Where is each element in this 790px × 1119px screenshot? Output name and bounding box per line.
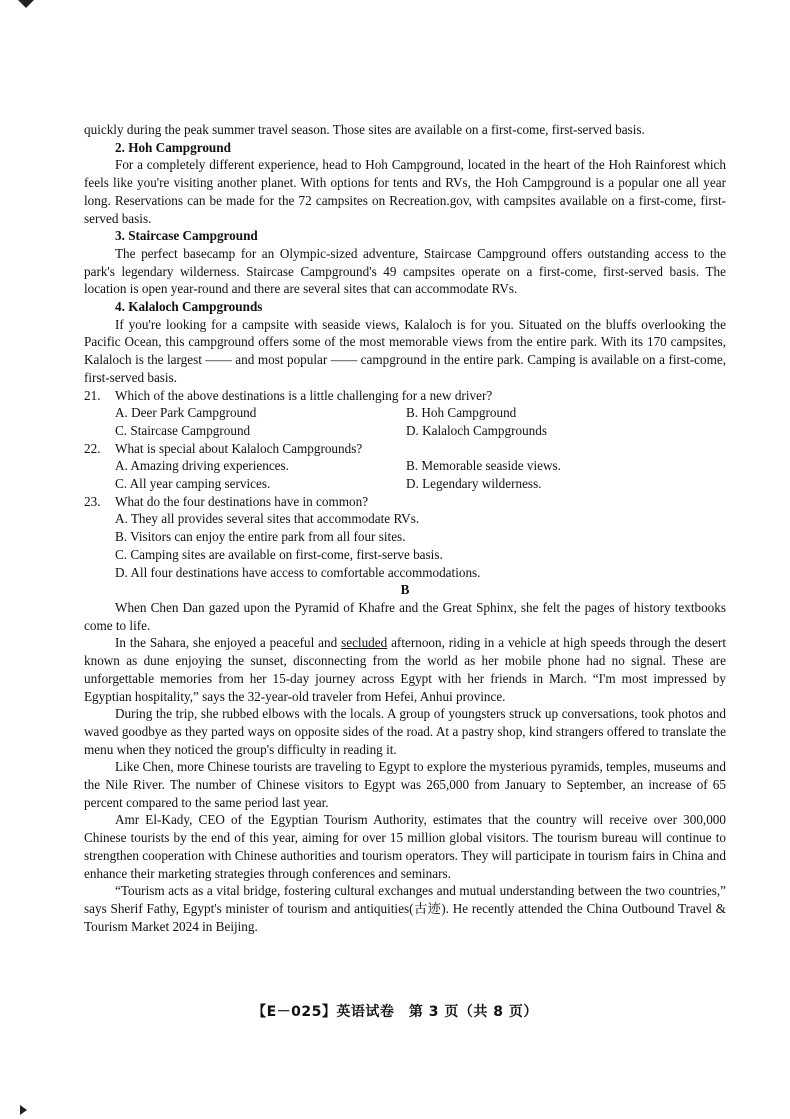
page-content [84, 121, 726, 935]
option-d: D. Kalaloch Campgrounds [406, 422, 548, 438]
option-a: A. Deer Park Campground [115, 405, 257, 421]
page-footer: 【E－025】英语试卷 第 3 页（共 8 页） [252, 1004, 538, 1020]
option-c: C. Camping sites are available on first-come, first-serve basis. [115, 546, 443, 562]
option-d: D. All four destinations have access to comfortable accommodations. [115, 564, 481, 580]
passage-b-paragraph: Like Chen, more Chinese tourists are traveling to Egypt to explore the mysterious pyramids, temples, museums and the Nile River. The number of Chinese visitors to Egypt was 265,000 from January to September, an increase of 65 percent compared to the same period last year. [84, 759, 726, 810]
question-22 [84, 440, 726, 458]
passage-b-paragraph: Amr El-Kady, CEO of the Egyptian Tourism Authority, estimates that the country will receive over 300,000 Chinese tourists by the end of this year, aiming for over 15 million global visitors. The tourism bureau will continue to strengthen cooperation with Chinese authorities and tourism operators. They will participate in tourism fairs in China and enhance their marketing strategies through conferences and seminars. [84, 812, 726, 881]
site-description: For a completely different experience, head to Hoh Campground, located in the heart of the Hoh Rainforest which feels like you're visiting another planet. With options for tents and RVs, the Hoh Campground is a popular one all year long. Reservations can be made for the 72 campsites on Recreation.gov, with campsites available on a first-come, first-served basis. [84, 157, 726, 226]
corner-registration-mark [18, 0, 34, 8]
question-23 [84, 493, 726, 511]
site-description: The perfect basecamp for an Olympic-sized adventure, Staircase Campground offers outstanding access to the park's legendary wilderness. Staircase Campground's 49 campsites operate on a first-come, first-served basis. The location is open year-round and there are several sites that can accommodate RVs. [84, 245, 726, 297]
question-stem: What do the four destinations have in common? [115, 493, 369, 509]
option-b: B. Memorable seaside views. [406, 458, 561, 474]
question-stem: What is special about Kalaloch Campgrounds? [115, 440, 363, 456]
option-a: A. They all provides several sites that accommodate RVs. [115, 511, 420, 527]
passage-b-paragraph: During the trip, she rubbed elbows with the locals. A group of youngsters struck up conversations, took photos and waved goodbye as they parted ways on opposite sides of the road. At a pastry shop, kind strangers offered to translate the menu when they noticed the group's difficulty in reading it. [84, 706, 726, 757]
site-heading: 4. Kalaloch Campgrounds [115, 299, 263, 315]
question-number: 22. [84, 440, 101, 456]
underlined-word: secluded [341, 635, 388, 651]
text-run: In the Sahara, she enjoyed a peaceful and [115, 635, 342, 651]
passage-a-intro-tail: quickly during the peak summer travel season. Those sites are available on a first-come, first-served basis. [84, 122, 645, 137]
option-b: B. Hoh Campground [406, 405, 517, 421]
passage-b-paragraph: “Tourism acts as a vital bridge, fostering cultural exchanges and mutual understanding between the two countries,” says Sherif Fathy, Egypt's minister of tourism and antiquities(古迹). He recently attended the China Outbound Travel & Tourism Market 2024 in Beijing. [84, 883, 726, 934]
question-21 [84, 387, 726, 405]
question-22-options [84, 457, 726, 492]
option-a: A. Amazing driving experiences. [115, 458, 289, 474]
option-b: B. Visitors can enjoy the entire park from all four sites. [115, 529, 406, 545]
option-c: C. Staircase Campground [115, 422, 251, 438]
question-number: 23. [84, 493, 101, 509]
option-c: C. All year camping services. [115, 476, 271, 492]
passage-b-paragraph: When Chen Dan gazed upon the Pyramid of Khafre and the Great Sphinx, she felt the pages of history textbooks come to life. [84, 599, 726, 633]
site-heading: 3. Staircase Campground [115, 228, 258, 244]
option-d: D. Legendary wilderness. [406, 476, 542, 492]
passage-b-paragraph [84, 634, 726, 705]
text-run: afternoon, riding in a vehicle at high speeds through the desert known as dune enjoying the sunset, disconnecting from the world as her mobile phone had no signal. These are unforgettable memories from her 15-day journey across Egypt with her friends in March. “I'm most impressed by Egyptian hospitality,” says the 32-year-old traveler from Hefei, Anhui province. [84, 635, 726, 704]
site-heading: 2. Hoh Campground [115, 139, 231, 155]
corner-registration-mark [20, 1105, 27, 1115]
question-stem: Which of the above destinations is a little challenging for a new driver? [115, 387, 493, 403]
question-21-options [84, 404, 726, 439]
site-description: If you're looking for a campsite with seaside views, Kalaloch is for you. Situated on the bluffs overlooking the Pacific Ocean, this campground offers some of the most memorable views from the entire park. With its 170 campsites, Kalaloch is the largest —— and most popular —— campground in the entire park. Camping is available on a first-come, first-served basis. [84, 316, 726, 385]
question-number: 21. [84, 387, 101, 403]
section-label: B [400, 582, 410, 598]
